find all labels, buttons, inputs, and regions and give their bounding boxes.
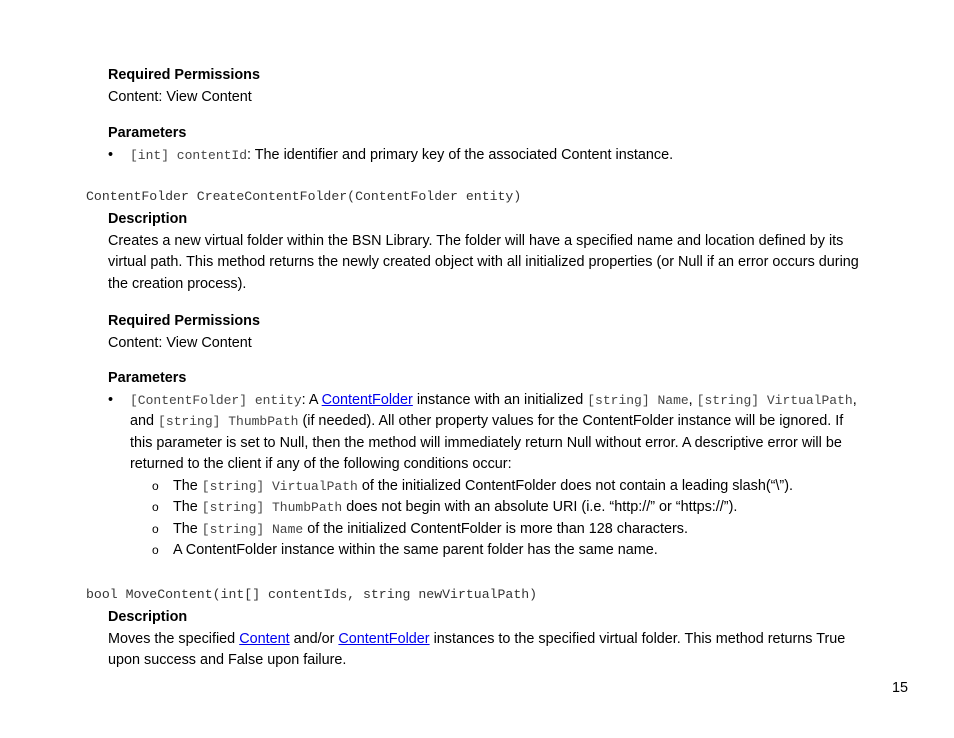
required-permissions-text: Content: View Content <box>108 334 252 351</box>
method-signature-move-content: bool MoveContent(int[] contentIds, string newVirtualPath) <box>86 587 538 602</box>
parameter-code: [string] Name <box>587 392 689 408</box>
parameters-section <box>108 368 868 562</box>
description-heading: Description <box>108 211 188 227</box>
parameter-text: : A <box>301 391 322 408</box>
condition-text: of the initialized ContentFolder does not contain a leading slash(“\”). <box>357 477 793 494</box>
content-link[interactable]: Content <box>239 630 290 647</box>
conditions-list <box>130 476 868 562</box>
parameter-code: [ContentFolder] entity <box>130 392 302 408</box>
description-text: Creates a new virtual folder within the BSN Library. The folder will have a specified name and location defined by its virtual path. This method returns the newly created object with all initialized properties (or Null if an error occurs during the creation process). <box>108 232 859 292</box>
required-permissions-heading: Required Permissions <box>108 313 260 329</box>
parameter-code: [string] ThumbPath <box>158 414 299 429</box>
description-fragment: Moves the specified <box>108 630 240 647</box>
parameter-text: : The identifier and primary key of the associated Content instance. <box>247 146 674 163</box>
description-fragment: and/or <box>289 630 339 647</box>
parameter-code: [string] VirtualPath <box>696 392 853 408</box>
parameters-section <box>108 123 868 166</box>
condition-text: The <box>173 520 202 537</box>
required-permissions-section <box>108 311 868 354</box>
required-permissions-section <box>108 65 868 108</box>
parameters-list <box>108 390 868 562</box>
parameter-text: (if needed). All other property values for the ContentFolder instance will be ignored. If this parameter is set to Null, then the method will immediately return Null without error. A descriptive error will be returned to the client if any of the following conditions occur: <box>130 413 844 472</box>
condition-item <box>130 497 868 519</box>
condition-item <box>130 476 868 498</box>
description-heading: Description <box>108 609 188 625</box>
required-permissions-heading: Required Permissions <box>108 67 260 83</box>
required-permissions-text: Content: View Content <box>108 88 252 105</box>
condition-text: A ContentFolder instance within the same parent folder has the same name. <box>173 542 658 558</box>
page-number: 15 <box>892 680 909 696</box>
parameter-item <box>108 145 868 167</box>
parameter-text: instance with an initialized <box>412 391 588 408</box>
condition-text: The <box>173 477 202 494</box>
parameters-heading: Parameters <box>108 370 187 386</box>
content-folder-link[interactable]: ContentFolder <box>321 391 413 408</box>
condition-code: [string] ThumbPath <box>201 500 343 515</box>
condition-code: [string] VirtualPath <box>201 478 358 494</box>
parameter-text: , and <box>130 391 857 429</box>
condition-text: does not begin with an absolute URI (i.e. “http://” or “https://”). <box>342 499 738 515</box>
description-section <box>108 209 868 295</box>
parameter-text: , <box>688 391 697 408</box>
condition-code: [string] Name <box>201 521 304 537</box>
parameter-code: [int] contentId <box>130 147 248 163</box>
description-text <box>108 629 868 672</box>
description-fragment: instances to the specified virtual folder. This method returns True upon success and False upon failure. <box>108 630 846 668</box>
condition-item <box>130 519 868 541</box>
condition-text: of the initialized ContentFolder is more than 128 characters. <box>303 520 688 537</box>
description-section <box>108 607 868 672</box>
parameters-list <box>108 145 868 167</box>
content-folder-link[interactable]: ContentFolder <box>338 630 430 647</box>
method-signature-create-content-folder: ContentFolder CreateContentFolder(ContentFolder entity) <box>86 189 522 204</box>
condition-text: The <box>173 499 202 515</box>
parameter-item <box>108 390 868 562</box>
parameters-heading: Parameters <box>108 125 187 141</box>
condition-item <box>130 540 868 562</box>
